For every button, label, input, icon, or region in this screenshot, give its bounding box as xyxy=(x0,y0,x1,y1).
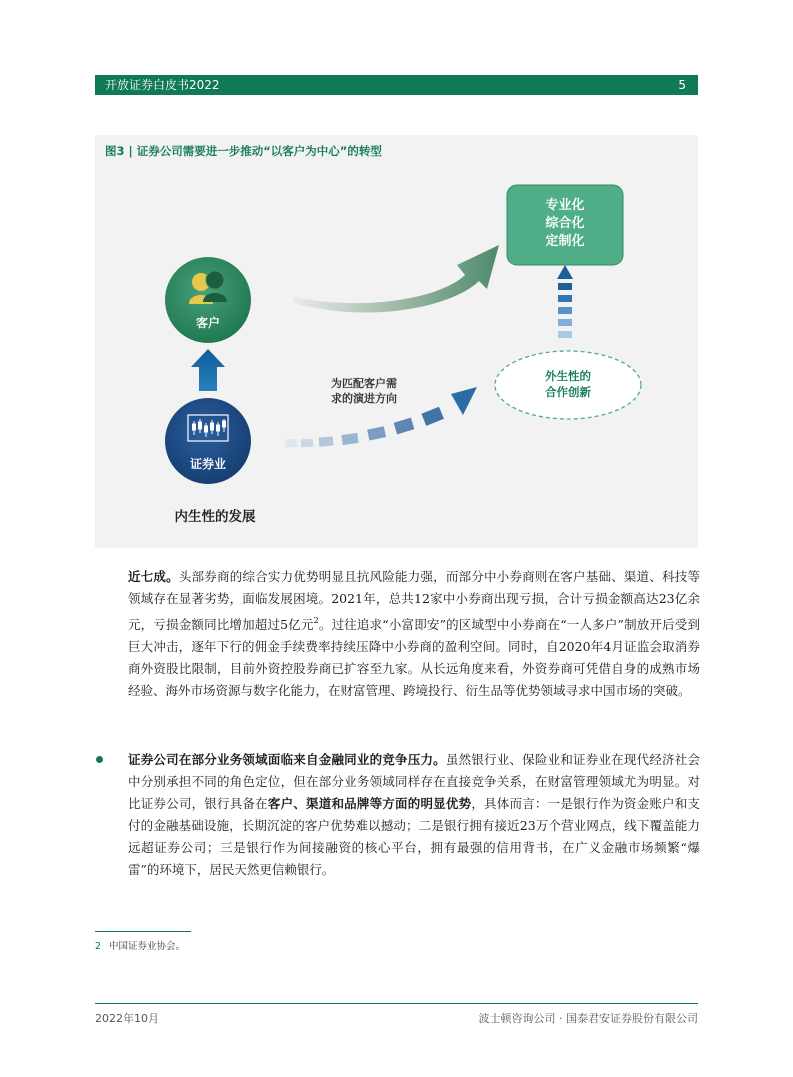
paragraph-1-lead: 近七成。 xyxy=(128,569,179,584)
external-innovation-label: 外生性的 合作创新 xyxy=(545,369,591,399)
up-arrow xyxy=(191,349,225,391)
paragraph-2-bold: 客户、渠道和品牌等方面的明显优势 xyxy=(267,796,472,811)
footer-divider xyxy=(95,1003,698,1004)
paragraph-1-text: 头部券商的综合实力优势明显且抗风险能力强，而部分中小券商则在客户基础、渠道、科技等领域存在显著劣势，面临发展困境。2021年，总共12家中小券商出现亏损，合计亏损金额高达23亿余元，亏损金额同比增加超过5亿元 xyxy=(128,569,700,632)
footnote-ref[interactable]: 2 xyxy=(313,616,319,625)
page-header-bar xyxy=(95,75,698,95)
evolution-arrow xyxy=(293,245,499,312)
internal-development-label: 内生性的发展 xyxy=(174,509,256,525)
securities-label: 证券业 xyxy=(189,457,226,471)
page-number: 5 xyxy=(678,78,686,92)
paragraph-2 xyxy=(128,749,700,881)
paragraph-2-text: 虽然银行业、保险业和证券业在现代经济社会中分别承担不同的角色定位，但在部分业务领域同样存在直接竞争关系，在财富管理领域尤为明显。对比证券公司，银行具备在 xyxy=(128,752,700,811)
footer-date: 2022年10月 xyxy=(95,1012,159,1025)
figure-title: 图3 | 证券公司需要进一步推动“以客户为中心”的转型 xyxy=(105,144,382,158)
paragraph-2-lead: 证券公司在部分业务领域面临来自金融同业的竞争压力。 xyxy=(128,752,446,767)
footnote-text: 中国证券业协会。 xyxy=(109,941,186,952)
footer-organizations: 波士顿咨询公司 · 国泰君安证券股份有限公司 xyxy=(478,1012,698,1025)
target-box-label: 专业化 综合化 定制化 xyxy=(545,198,585,249)
customer-label: 客户 xyxy=(195,316,220,330)
paragraph-1 xyxy=(128,566,700,702)
paragraph-2-text-2: ，具体而言：一是银行作为资金账户和支付的金融基础设施，长期沉淀的客户优势难以撼动；二是银行拥有接近23万个营业网点，线下覆盖能力远超证券公司；三是银行作为间接融资的核心平台，拥有最强的信用背书，在广义金融市场频繁“爆雷”的环境下，居民天然更信赖银行。 xyxy=(128,796,700,877)
paragraph-1-text-2: 。过往追求“小富即安”的区域型中小券商在“一人多户”制放开后受到巨大冲击，逐年下行的佣金手续费率持续压降中小券商的盈利空间。同时，自2020年4月证监会取消券商外资股比限制，目前外资控股券商已扩容至九家。从长远角度来看，外资券商可凭借自身的成熟市场经验、海外市场资源与数字化能力，在财富管理、跨境投行、衍生品等优势领域寻求中国市场的突破。 xyxy=(128,617,700,698)
dashed-up-arrow xyxy=(557,265,573,338)
header-title: 开放证券白皮书2022 xyxy=(105,78,220,92)
bullet-dot xyxy=(96,756,103,763)
figure-3 xyxy=(95,135,698,548)
footnote-divider xyxy=(95,931,191,932)
footnote-number: 2 xyxy=(95,941,102,952)
direction-label: 为匹配客户需 求的演进方向 xyxy=(331,377,397,405)
footnote xyxy=(95,938,185,952)
